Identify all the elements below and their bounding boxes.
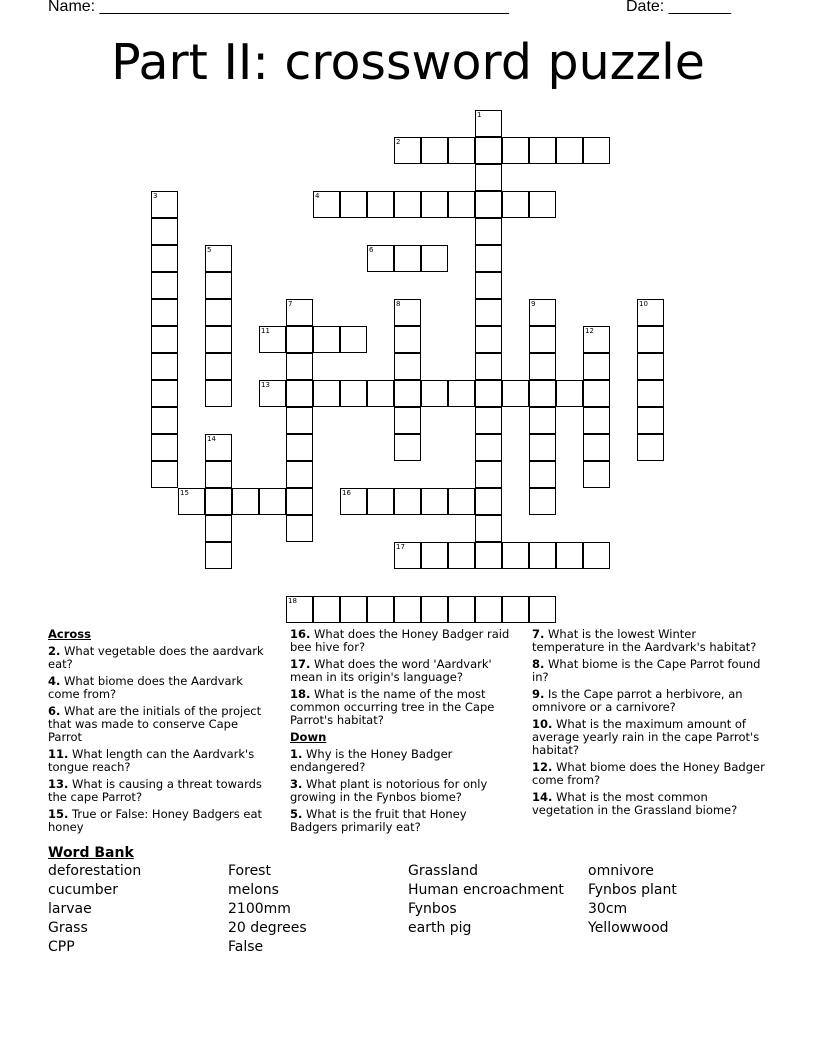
grid-cell[interactable] <box>583 407 610 434</box>
grid-cell[interactable] <box>448 488 475 515</box>
clue-down-12: 12. What biome does the Honey Badger come from? <box>532 760 765 787</box>
word-bank-item: larvae <box>48 901 92 917</box>
grid-cell[interactable] <box>394 191 421 218</box>
grid-cell-15[interactable] <box>178 488 205 515</box>
grid-cell[interactable] <box>583 434 610 461</box>
grid-cell[interactable] <box>475 461 502 488</box>
clue-number: 2 <box>396 138 401 146</box>
grid-cell[interactable] <box>151 461 178 488</box>
word-bank-item: CPP <box>48 939 75 955</box>
grid-cell[interactable] <box>205 488 232 515</box>
grid-cell-5[interactable] <box>205 245 232 272</box>
grid-cell[interactable] <box>151 407 178 434</box>
down-heading: Down <box>290 730 327 744</box>
clue-across-2: 2. What vegetable does the aardvark eat? <box>48 644 264 671</box>
clue-number: 5 <box>207 246 212 254</box>
word-bank-item: Fynbos <box>408 901 457 917</box>
clue-number: 12 <box>585 327 594 335</box>
grid-cell[interactable] <box>583 542 610 569</box>
grid-cell[interactable] <box>367 596 394 623</box>
clue-number: 9 <box>531 300 536 308</box>
clue-across-15: 15. True or False: Honey Badgers eat honey <box>48 807 263 834</box>
grid-cell[interactable] <box>367 380 394 407</box>
grid-cell[interactable] <box>637 434 664 461</box>
clue-column-1 <box>48 628 270 838</box>
clue-number: 14 <box>207 435 216 443</box>
clue-number: 15 <box>180 489 189 497</box>
grid-cell[interactable] <box>313 326 340 353</box>
word-bank-item: Grass <box>48 920 88 936</box>
grid-cell[interactable] <box>475 272 502 299</box>
grid-cell[interactable] <box>205 380 232 407</box>
grid-cell[interactable] <box>259 488 286 515</box>
clue-across-13: 13. What is causing a threat towards the cape Parrot? <box>48 777 262 804</box>
clue-number: 10 <box>639 300 648 308</box>
grid-cell[interactable] <box>367 488 394 515</box>
grid-cell-9[interactable] <box>529 299 556 326</box>
grid-cell-6[interactable] <box>367 245 394 272</box>
word-bank-item: earth pig <box>408 920 472 936</box>
grid-cell[interactable] <box>340 191 367 218</box>
clue-across-18: 18. What is the name of the most common occurring tree in the Cape Parrot's habitat? <box>290 687 495 727</box>
grid-cell[interactable] <box>421 596 448 623</box>
grid-cell[interactable] <box>394 380 421 407</box>
clue-down-14: 14. What is the most common vegetation in the Grassland biome? <box>532 790 738 817</box>
grid-cell[interactable] <box>448 542 475 569</box>
grid-cell[interactable] <box>205 353 232 380</box>
clue-down-9: 9. Is the Cape parrot a herbivore, an omnivore or a carnivore? <box>532 687 743 714</box>
grid-cell[interactable] <box>340 596 367 623</box>
grid-cell-4[interactable] <box>313 191 340 218</box>
grid-cell[interactable] <box>151 245 178 272</box>
grid-cell[interactable] <box>286 434 313 461</box>
grid-cell-12[interactable] <box>583 326 610 353</box>
clue-column-3 <box>532 628 768 821</box>
date-field[interactable]: Date: _______ <box>626 0 731 15</box>
grid-cell[interactable] <box>367 191 394 218</box>
name-field[interactable]: Name: ______________________________________________ <box>48 0 509 15</box>
grid-cell[interactable] <box>556 137 583 164</box>
grid-cell[interactable] <box>637 380 664 407</box>
clue-column-2 <box>290 628 514 838</box>
grid-cell[interactable] <box>502 380 529 407</box>
grid-cell[interactable] <box>475 353 502 380</box>
clue-down-1: 1. Why is the Honey Badger endangered? <box>290 747 453 774</box>
grid-cell[interactable] <box>529 542 556 569</box>
grid-cell[interactable] <box>205 515 232 542</box>
word-bank <box>48 863 768 958</box>
grid-cell-16[interactable] <box>340 488 367 515</box>
word-bank-item: 2100mm <box>228 901 291 917</box>
grid-cell[interactable] <box>475 164 502 191</box>
word-bank-item: Fynbos plant <box>588 882 677 898</box>
grid-cell[interactable] <box>151 218 178 245</box>
clue-number: 13 <box>261 381 270 389</box>
page-title: Part II: crossword puzzle <box>111 34 705 91</box>
word-bank-heading: Word Bank <box>48 845 134 861</box>
grid-cell-14[interactable] <box>205 434 232 461</box>
clue-down-8: 8. What biome is the Cape Parrot found in? <box>532 657 761 684</box>
grid-cell[interactable] <box>529 461 556 488</box>
word-bank-item: deforestation <box>48 863 142 879</box>
word-bank-item: False <box>228 939 264 955</box>
grid-cell[interactable] <box>340 326 367 353</box>
grid-cell[interactable] <box>286 488 313 515</box>
grid-cell[interactable] <box>475 299 502 326</box>
clue-number: 3 <box>153 192 158 200</box>
grid-cell[interactable] <box>394 488 421 515</box>
grid-cell[interactable] <box>151 380 178 407</box>
grid-cell[interactable] <box>151 326 178 353</box>
across-heading: Across <box>48 627 91 641</box>
grid-cell[interactable] <box>529 407 556 434</box>
grid-cell[interactable] <box>205 299 232 326</box>
word-bank-item: 30cm <box>588 901 628 917</box>
word-bank-item: Forest <box>228 863 271 879</box>
clue-number: 7 <box>288 300 293 308</box>
grid-cell[interactable] <box>502 191 529 218</box>
grid-cell[interactable] <box>151 299 178 326</box>
word-bank-item: cucumber <box>48 882 119 898</box>
grid-cell[interactable] <box>529 596 556 623</box>
grid-cell[interactable] <box>475 326 502 353</box>
grid-cell[interactable] <box>475 407 502 434</box>
grid-cell[interactable] <box>286 326 313 353</box>
grid-cell[interactable] <box>637 353 664 380</box>
clue-across-16: 16. What does the Honey Badger raid bee hive for? <box>290 627 510 654</box>
grid-cell[interactable] <box>286 380 313 407</box>
grid-cell[interactable] <box>529 137 556 164</box>
clue-down-10: 10. What is the maximum amount of average yearly rain in the cape Parrot's habitat? <box>532 717 760 757</box>
clue-down-5: 5. What is the fruit that Honey Badgers primarily eat? <box>290 807 467 834</box>
grid-cell[interactable] <box>286 515 313 542</box>
grid-cell[interactable] <box>529 326 556 353</box>
grid-cell[interactable] <box>394 596 421 623</box>
grid-cell[interactable] <box>394 353 421 380</box>
clue-number: 17 <box>396 543 405 551</box>
clue-number: 6 <box>369 246 374 254</box>
grid-cell[interactable] <box>205 272 232 299</box>
grid-cell[interactable] <box>232 488 259 515</box>
grid-cell[interactable] <box>448 137 475 164</box>
grid-cell[interactable] <box>421 137 448 164</box>
grid-cell[interactable] <box>637 326 664 353</box>
grid-cell[interactable] <box>475 434 502 461</box>
grid-cell[interactable] <box>475 542 502 569</box>
word-bank-item: omnivore <box>588 863 654 879</box>
grid-cell[interactable] <box>394 245 421 272</box>
grid-cell-3[interactable] <box>151 191 178 218</box>
grid-cell[interactable] <box>475 137 502 164</box>
clue-number: 1 <box>477 111 482 119</box>
grid-cell[interactable] <box>286 353 313 380</box>
grid-cell[interactable] <box>556 542 583 569</box>
grid-cell[interactable] <box>637 407 664 434</box>
clue-across-17: 17. What does the word 'Aardvark' mean in its origin's language? <box>290 657 492 684</box>
clue-across-4: 4. What biome does the Aardvark come from? <box>48 674 243 701</box>
grid-cell[interactable] <box>529 434 556 461</box>
grid-cell[interactable] <box>421 380 448 407</box>
word-bank-item: Grassland <box>408 863 478 879</box>
grid-cell[interactable] <box>421 191 448 218</box>
grid-cell[interactable] <box>448 191 475 218</box>
grid-cell[interactable] <box>475 488 502 515</box>
clue-down-3: 3. What plant is notorious for only growing in the Fynbos biome? <box>290 777 488 804</box>
grid-cell[interactable] <box>151 434 178 461</box>
grid-cell[interactable] <box>421 542 448 569</box>
grid-cell-2[interactable] <box>394 137 421 164</box>
grid-cell-17[interactable] <box>394 542 421 569</box>
grid-cell[interactable] <box>583 380 610 407</box>
grid-cell[interactable] <box>529 380 556 407</box>
clue-number: 4 <box>315 192 320 200</box>
grid-cell-8[interactable] <box>394 299 421 326</box>
grid-cell-1[interactable] <box>475 110 502 137</box>
grid-cell[interactable] <box>394 326 421 353</box>
grid-cell[interactable] <box>340 380 367 407</box>
grid-cell[interactable] <box>475 596 502 623</box>
grid-cell[interactable] <box>448 596 475 623</box>
clue-across-11: 11. What length can the Aardvark's tongue reach? <box>48 747 255 774</box>
grid-cell-7[interactable] <box>286 299 313 326</box>
word-bank-item: Yellowwood <box>588 920 669 936</box>
grid-cell[interactable] <box>151 272 178 299</box>
grid-cell[interactable] <box>151 353 178 380</box>
grid-cell[interactable] <box>583 461 610 488</box>
word-bank-item: Human encroachment <box>408 882 564 898</box>
grid-cell[interactable] <box>475 218 502 245</box>
grid-cell[interactable] <box>502 137 529 164</box>
grid-cell[interactable] <box>556 380 583 407</box>
grid-cell[interactable] <box>394 407 421 434</box>
grid-cell[interactable] <box>502 596 529 623</box>
grid-cell[interactable] <box>475 380 502 407</box>
grid-cell[interactable] <box>529 191 556 218</box>
clue-number: 16 <box>342 489 351 497</box>
grid-cell[interactable] <box>475 245 502 272</box>
clue-number: 11 <box>261 327 270 335</box>
clue-number: 8 <box>396 300 401 308</box>
grid-cell[interactable] <box>205 461 232 488</box>
clue-across-6: 6. What are the initials of the project that was made to conserve Cape Parrot <box>48 704 262 744</box>
grid-cell[interactable] <box>205 542 232 569</box>
grid-cell[interactable] <box>448 380 475 407</box>
grid-cell[interactable] <box>529 353 556 380</box>
grid-cell[interactable] <box>502 542 529 569</box>
grid-cell[interactable] <box>475 515 502 542</box>
grid-cell[interactable] <box>205 326 232 353</box>
grid-cell-13[interactable] <box>259 380 286 407</box>
grid-cell[interactable] <box>313 596 340 623</box>
word-bank-item: 20 degrees <box>228 920 307 936</box>
grid-cell[interactable] <box>475 191 502 218</box>
clue-number: 18 <box>288 597 297 605</box>
grid-cell[interactable] <box>421 245 448 272</box>
grid-cell[interactable] <box>583 137 610 164</box>
grid-cell[interactable] <box>286 407 313 434</box>
grid-cell[interactable] <box>313 380 340 407</box>
grid-cell-18[interactable] <box>286 596 313 623</box>
word-bank-item: melons <box>228 882 279 898</box>
grid-cell-10[interactable] <box>637 299 664 326</box>
clue-down-7: 7. What is the lowest Winter temperature in the Aardvark's habitat? <box>532 627 757 654</box>
grid-cell[interactable] <box>529 488 556 515</box>
grid-cell[interactable] <box>394 434 421 461</box>
grid-cell[interactable] <box>421 488 448 515</box>
grid-cell[interactable] <box>286 461 313 488</box>
grid-cell-11[interactable] <box>259 326 286 353</box>
grid-cell[interactable] <box>583 353 610 380</box>
